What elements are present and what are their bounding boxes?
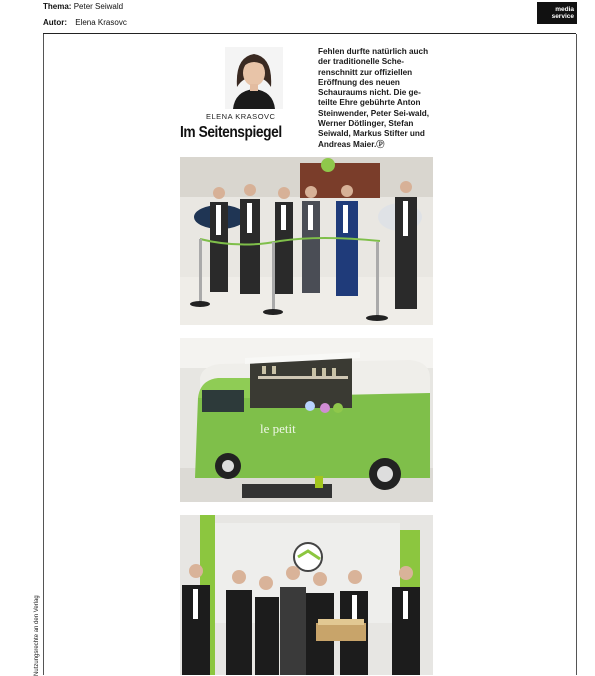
author-portrait <box>225 47 283 109</box>
frame-right <box>576 34 577 675</box>
logo-line1: media <box>555 6 574 13</box>
photo-green-van <box>180 338 433 502</box>
van-lettering: le petit <box>260 421 296 436</box>
autor-line <box>43 18 127 27</box>
media-service-logo <box>537 2 577 24</box>
usage-rights-note: Nutzungsrechte an den Verlag <box>34 595 40 676</box>
autor-label: Autor: <box>43 18 67 27</box>
photo-group <box>180 515 433 675</box>
frame-left <box>43 34 44 675</box>
thema-label: Thema: <box>43 2 72 11</box>
autor-value: Elena Krasovc <box>75 18 127 27</box>
article-body <box>318 47 438 150</box>
article-body-text: Fehlen durfte natürlich auch der traditionelle Sche-renschnitt zur offiziellen Eröffnung des neuen Schauraums nicht. Die ge-teilte Ehre gebührte Anton Steinwender, Peter Sei-wald, Werner Dötlinger, Stefan Seiwald, Markus Stifter und Andreas Maier. <box>318 47 430 149</box>
photo-ribbon-cutting <box>180 157 433 325</box>
logo-line2: service <box>551 13 574 20</box>
author-name: ELENA KRASOVC <box>206 112 276 121</box>
header-rule <box>43 33 576 34</box>
thema-line <box>43 2 123 11</box>
headline: Im Seitenspiegel <box>180 124 282 141</box>
copyright-icon: Ⓟ <box>376 139 385 149</box>
thema-value: Peter Seiwald <box>73 2 124 11</box>
